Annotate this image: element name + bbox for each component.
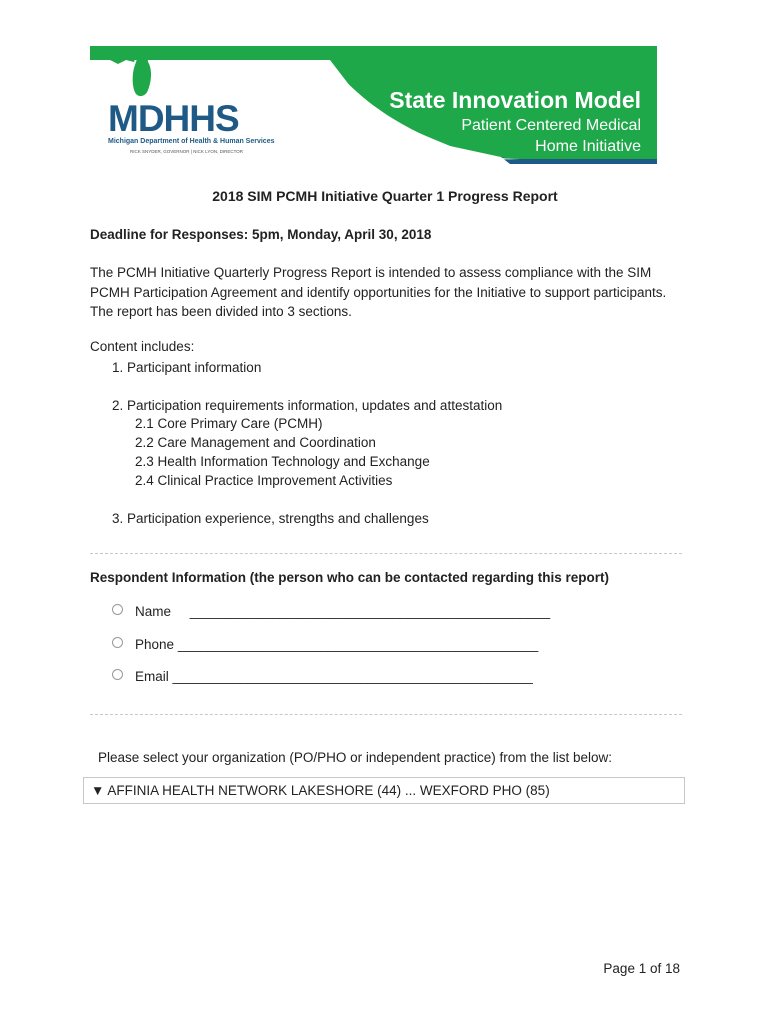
radio-button[interactable] <box>112 637 123 648</box>
banner-subtitle-line2: Home Initiative <box>535 138 641 155</box>
name-input[interactable]: ________________________________________________ <box>189 604 551 619</box>
header-banner <box>90 46 657 164</box>
intro-paragraph: The PCMH Initiative Quarterly Progress Report is intended to assess compliance with the SIM PCMH Participation Agreement and identify opportunities for the Initiative to support participants. The report has been divided into 3 sections. <box>90 265 667 319</box>
respondent-heading: Respondent Information (the person who can be contacted regarding this report) <box>90 570 610 585</box>
phone-input[interactable]: ________________________________________________ <box>177 637 539 652</box>
banner-title: State Innovation Model <box>389 87 641 113</box>
field-label: Phone <box>135 637 175 652</box>
email-field[interactable] <box>112 669 533 684</box>
section-divider <box>90 553 682 554</box>
list-item: 3. Participation experience, strengths and challenges <box>112 511 429 526</box>
document-title: 2018 SIM PCMH Initiative Quarter 1 Progress Report <box>212 188 558 204</box>
sub-list-item: 2.3 Health Information Technology and Exchange <box>135 454 430 469</box>
banner-subtitle-line1: Patient Centered Medical <box>461 117 641 134</box>
field-label: Email <box>135 669 169 684</box>
field-label: Name <box>135 604 172 619</box>
organization-prompt: Please select your organization (PO/PHO or independent practice) from the list below: <box>98 750 613 765</box>
page-number: Page 1 of 18 <box>603 961 680 976</box>
phone-field[interactable] <box>112 637 538 652</box>
sub-list-item: 2.2 Care Management and Coordination <box>135 435 376 450</box>
list-item: 1. Participant information <box>112 360 262 375</box>
email-input[interactable]: ________________________________________________ <box>172 669 533 684</box>
logo-officials: RICK SNYDER, GOVERNOR | NICK LYON, DIRECTOR <box>130 149 244 154</box>
section-divider <box>90 714 682 715</box>
list-item: 2. Participation requirements information, updates and attestation <box>112 398 503 413</box>
sub-list-item: 2.4 Clinical Practice Improvement Activities <box>135 473 393 488</box>
radio-button[interactable] <box>112 604 123 615</box>
name-field[interactable] <box>112 604 550 619</box>
logo-subtitle: Michigan Department of Health & Human Services <box>108 138 275 145</box>
deadline: Deadline for Responses: 5pm, Monday, April 30, 2018 <box>90 227 432 242</box>
radio-button[interactable] <box>112 669 123 680</box>
content-label: Content includes: <box>90 339 195 354</box>
organization-select[interactable]: ▼ AFFINIA HEALTH NETWORK LAKESHORE (44) ... WEXFORD PHO (85) <box>83 777 685 804</box>
sub-list-item: 2.1 Core Primary Care (PCMH) <box>135 416 323 431</box>
logo-wordmark: MDHHS <box>108 98 239 139</box>
